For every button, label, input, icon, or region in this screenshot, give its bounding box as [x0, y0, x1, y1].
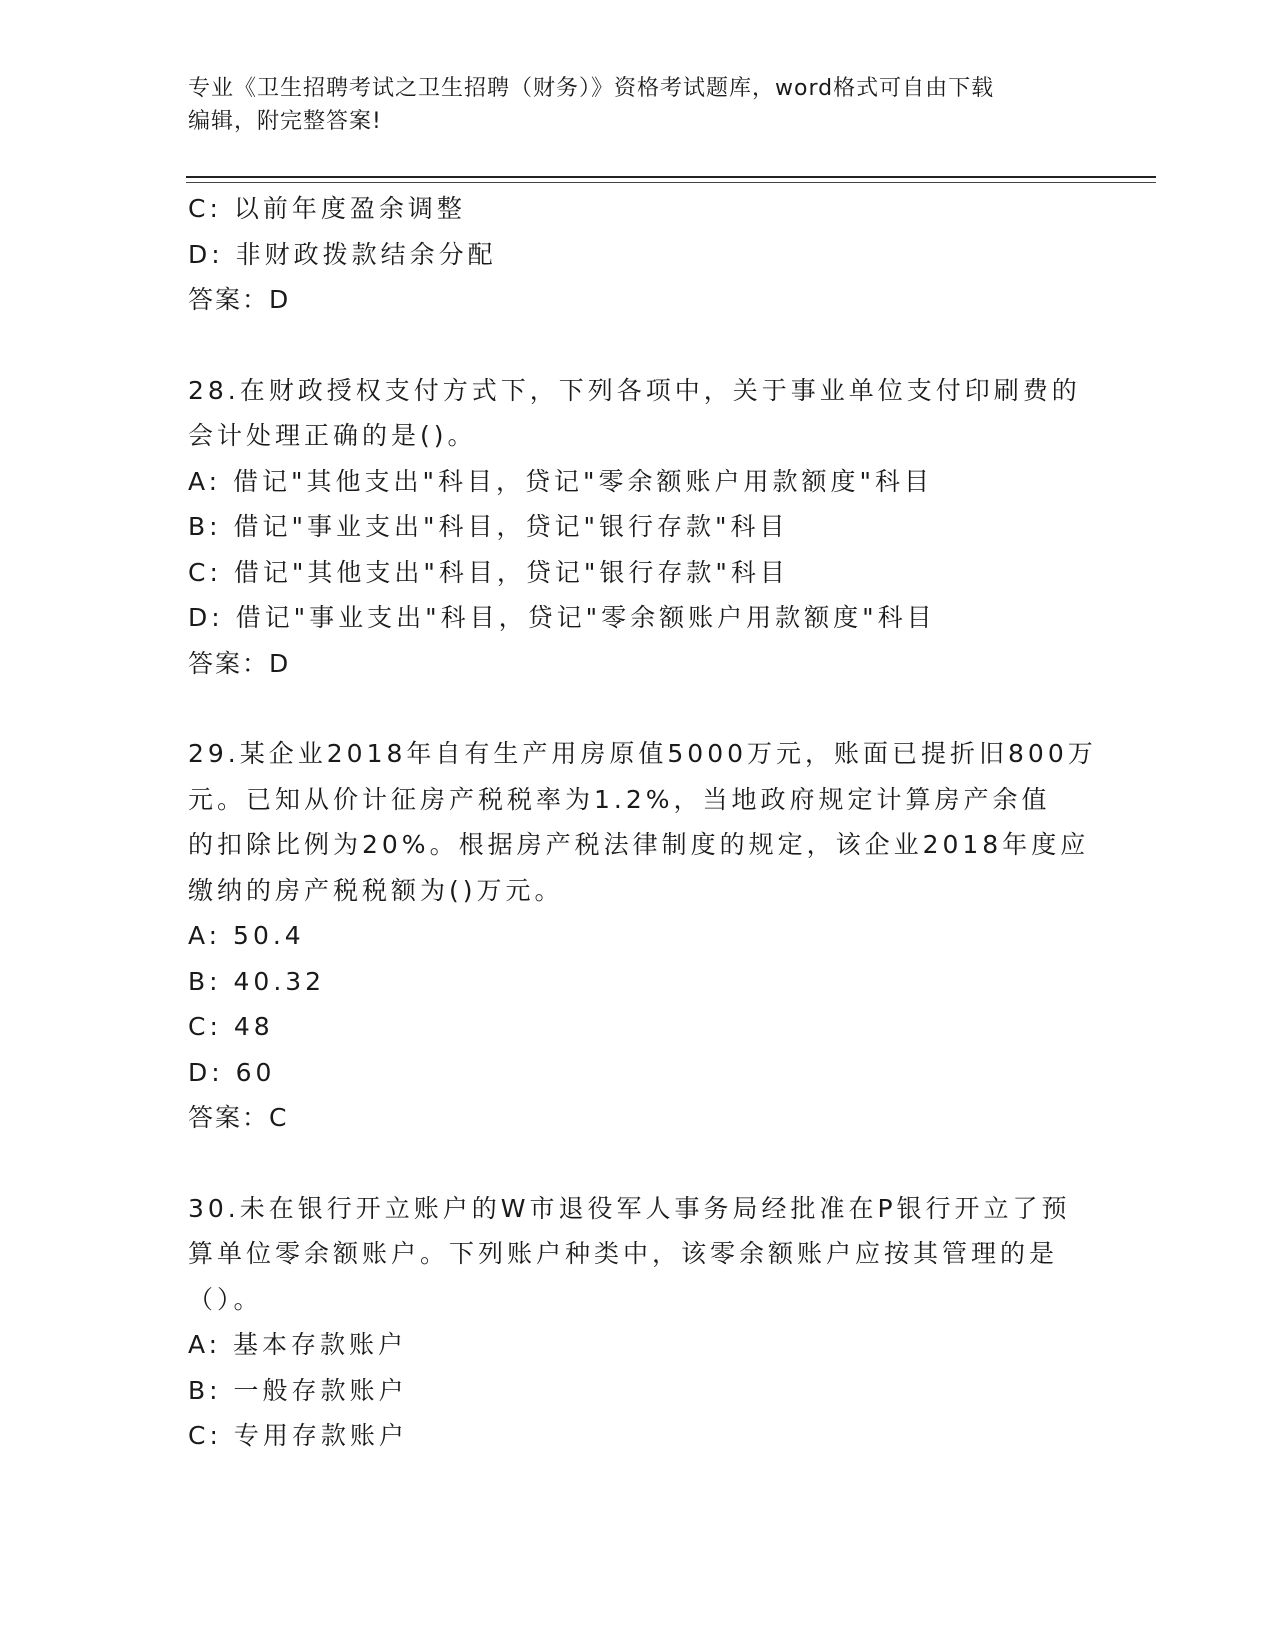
question-28 — [188, 368, 1148, 687]
question-text-line: 28.在财政授权支付方式下，下列各项中，关于事业单位支付印刷费的 — [188, 375, 1081, 405]
option-d: D: 60 — [188, 1057, 276, 1087]
option-d: D: 借记"事业支出"科目，贷记"零余额账户用款额度"科目 — [188, 603, 936, 632]
header-line-2: 编辑，附完整答案! — [188, 109, 382, 134]
option-c: C: 以前年度盈余调整 — [188, 194, 466, 223]
option-d: D: 非财政拨款结余分配 — [188, 239, 497, 269]
question-text-line: 29.某企业2018年自有生产用房原值5000万元，账面已提折旧800万 — [188, 739, 1097, 768]
previous-question-tail — [188, 186, 1148, 323]
option-a: A: 借记"其他支出"科目，贷记"零余额账户用款额度"科目 — [188, 466, 934, 496]
header-line-1: 专业《卫生招聘考试之卫生招聘（财务）》资格考试题库，word格式可自由下载 — [188, 76, 995, 101]
option-b: B: 40.32 — [188, 966, 326, 996]
option-a: A: 50.4 — [188, 921, 305, 950]
option-c: C: 借记"其他支出"科目，贷记"银行存款"科目 — [188, 557, 789, 587]
question-30 — [188, 1186, 1148, 1459]
question-text-line: 元。已知从价计征房产税税率为1.2%，当地政府规定计算房产余值 — [188, 784, 1051, 814]
header-divider-thin — [186, 182, 1156, 183]
question-29 — [188, 731, 1148, 1141]
document-header — [188, 72, 1088, 138]
answer-line: 答案：C — [188, 1103, 289, 1132]
option-c: C: 专用存款账户 — [188, 1421, 408, 1450]
option-c: C: 48 — [188, 1012, 274, 1041]
question-text-line: （）。 — [188, 1284, 263, 1314]
option-b: B: 一般存款账户 — [188, 1375, 408, 1405]
question-text-line: 会计处理正确的是()。 — [188, 421, 477, 450]
question-text-line: 30.未在银行开立账户的W市退役军人事务局经批准在P银行开立了预 — [188, 1193, 1071, 1223]
question-text-line: 缴纳的房产税税额为()万元。 — [188, 875, 564, 905]
option-a: A: 基本存款账户 — [188, 1330, 408, 1359]
document-body — [188, 186, 1148, 1459]
answer-line: 答案：D — [188, 285, 291, 314]
header-divider-thick — [186, 176, 1156, 178]
option-b: B: 借记"事业支出"科目，贷记"银行存款"科目 — [188, 512, 789, 541]
question-text-line: 的扣除比例为20%。根据房产税法律制度的规定，该企业2018年度应 — [188, 830, 1090, 859]
question-text-line: 算单位零余额账户。下列账户种类中，该零余额账户应按其管理的是 — [188, 1239, 1059, 1268]
answer-line: 答案：D — [188, 648, 291, 678]
